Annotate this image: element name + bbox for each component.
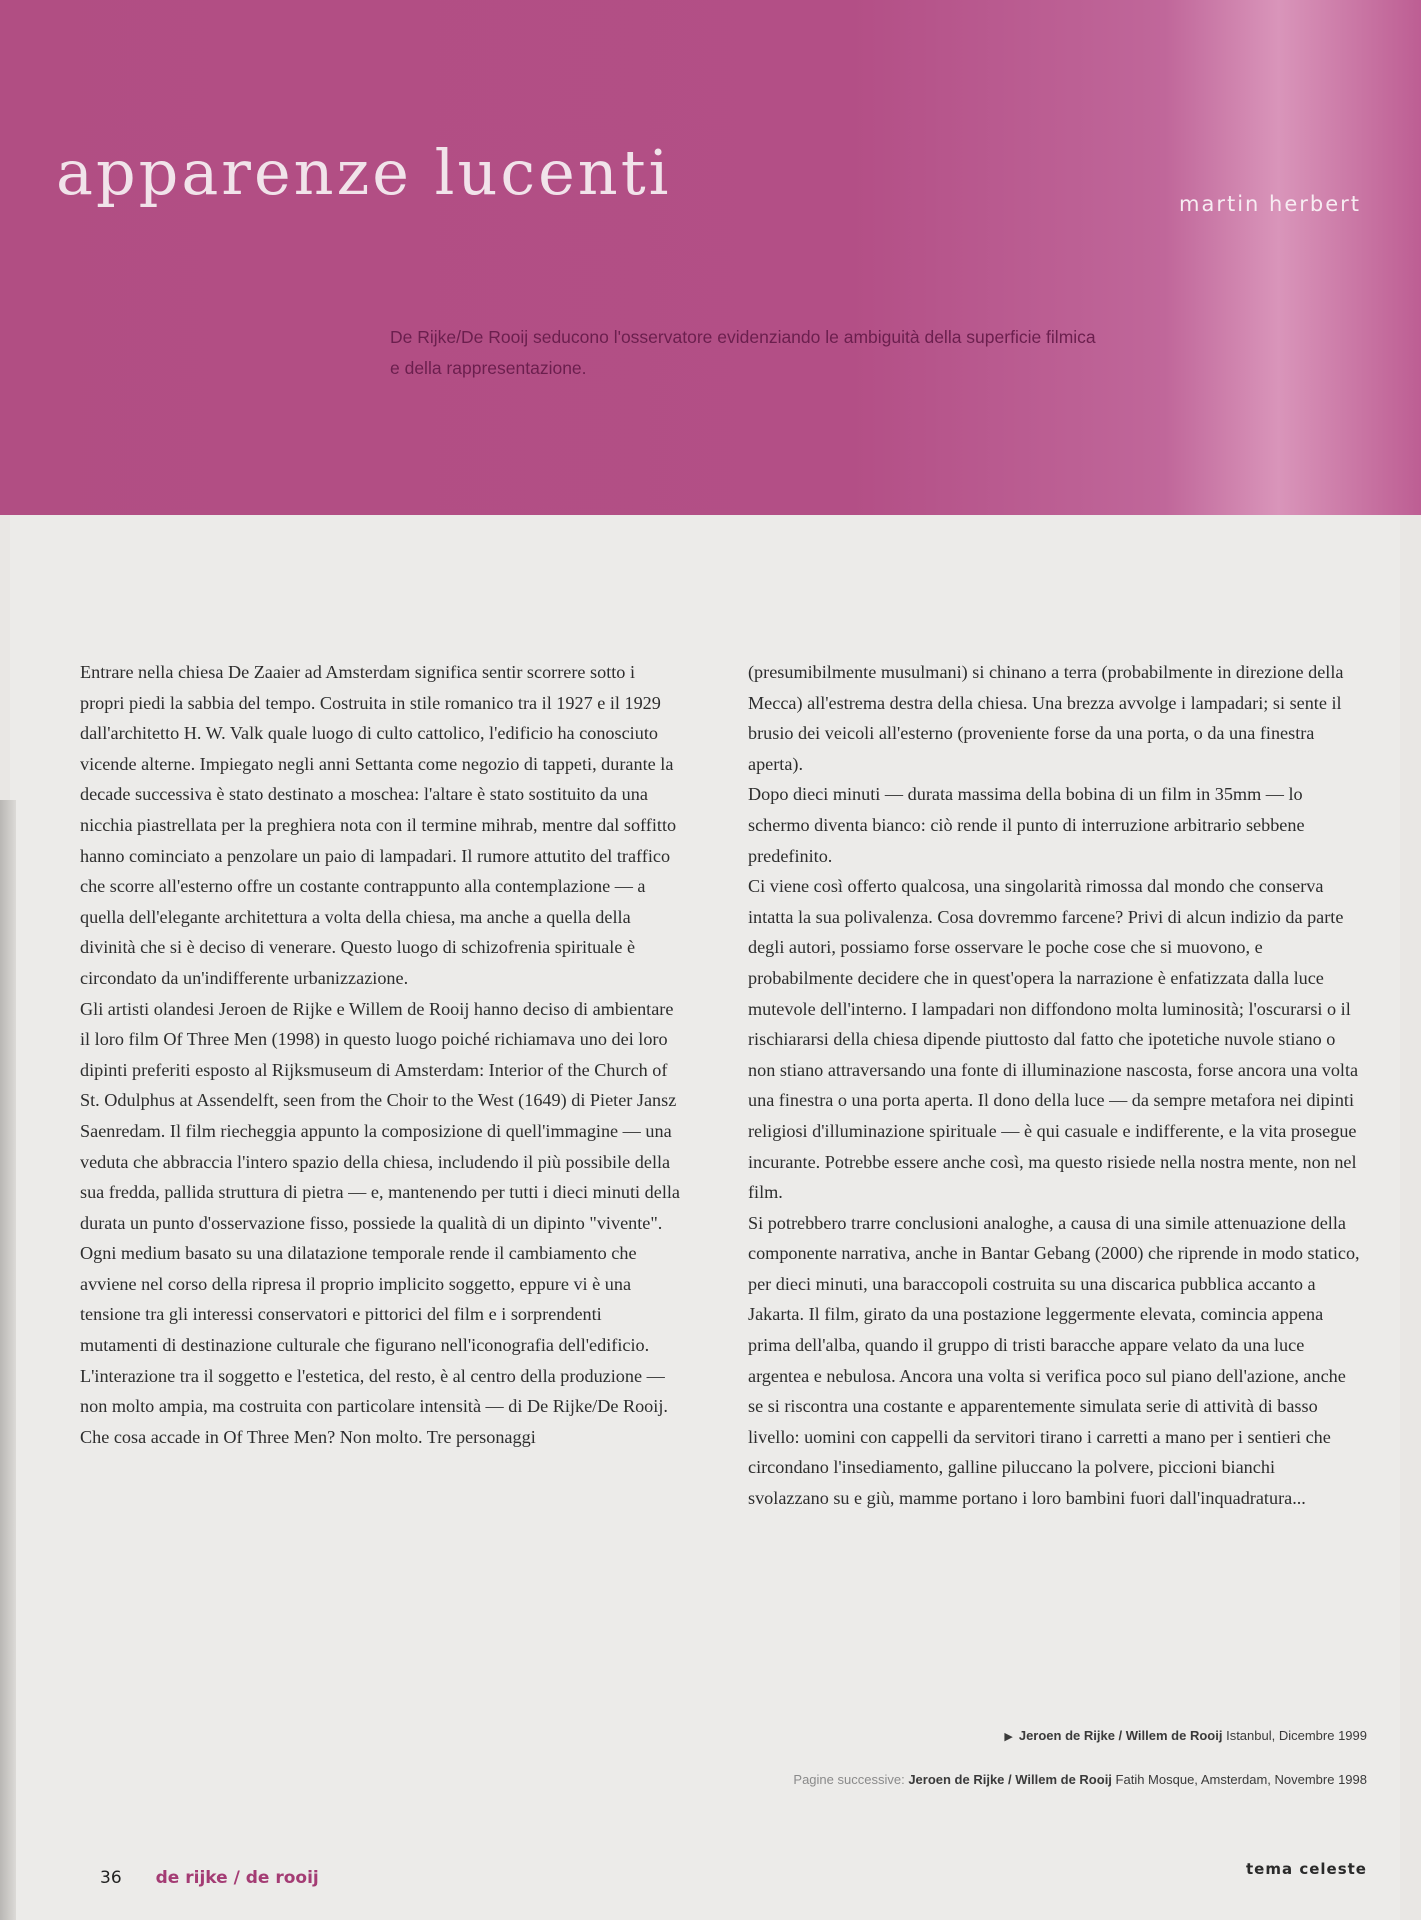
credit-detail: Istanbul, Dicembre 1999 bbox=[1226, 1728, 1367, 1743]
page-edge-shadow bbox=[0, 800, 16, 1920]
triangle-right-icon: ▶ bbox=[1004, 1731, 1013, 1743]
next-pages-credit bbox=[793, 1772, 1367, 1787]
header-band bbox=[0, 0, 1421, 515]
author-name: martin herbert bbox=[1179, 192, 1361, 216]
page-number: 36 bbox=[100, 1868, 122, 1888]
paragraph: Ci viene così offerto qualcosa, una singolarità rimossa dal mondo che conserva intatta la sua polivalenza. Cosa dovremmo farcene? Privi di alcun indizio da parte degli autori, possiamo forse osservare le poche cose che si muovono, e probabilmente decidere che in quest'opera la narrazione è enfatizzata dalla luce mutevole dell'interno. I lampadari non diffondono molta luminosità; l'oscurarsi o il rischiararsi della chiesa dipende piuttosto dal fatto che ipotetiche nuvole stiano o non stiano attraversando una fonte di illuminazione nascosta, forse ancora una volta una finestra o una porta aperta. Il dono della luce — da sempre metafora nei dipinti religiosi d'illuminazione spirituale — è qui casuale e indifferente, e la vita prosegue incurante. Potrebbe essere anche così, ma questo risiede nella nostra mente, non nel film. bbox=[748, 876, 1359, 1203]
paragraph: (presumibilmente musulmani) si chinano a terra (probabilmente in direzione della Mecca) all'estrema destra della chiesa. Una brezza avvolge i lampadari; si sente il brusio dei veicoli all'esterno (proveniente forse da una porta, o da una finestra aperta). bbox=[748, 662, 1344, 774]
left-column bbox=[80, 657, 680, 1452]
paragraph: Che cosa accade in Of Three Men? Non molto. Tre personaggi bbox=[80, 1426, 536, 1447]
credit-detail: Fatih Mosque, Amsterdam, Novembre 1998 bbox=[1115, 1772, 1367, 1787]
page-footer-left bbox=[100, 1868, 319, 1888]
credit-artists: Jeroen de Rijke / Willem de Rooij bbox=[908, 1772, 1112, 1787]
paragraph: Gli artisti olandesi Jeroen de Rijke e Willem de Rooij hanno deciso di ambientare il loro film Of Three Men (1998) in questo luogo poiché richiamava uno dei loro dipinti preferiti esposto al Rijksmuseum di Amsterdam: Interior of the Church of St. Odulphus at Assendelft, seen from the Choir to the West (1649) di Pieter Jansz Saenredam. Il film riecheggia appunto la composizione di quell'immagine — una veduta che abbraccia l'intero spazio della chiesa, includendo il più possibile della sua fredda, pallida struttura di pietra — e, mantenendo per tutti i dieci minuti della durata un punto d'osservazione fisso, possiede la qualità di un dipinto "vivente". Ogni medium basato su una dilatazione temporale rende il cambiamento che avviene nel corso della ripresa il proprio implicito soggetto, eppure vi è una tensione tra gli interessi conservatori e pittorici del film e i sorprendenti mutamenti di destinazione culturale che figurano nell'iconografia dell'edificio. L'interazione tra il soggetto e l'estetica, del resto, è al centro della produzione — non molto ampia, ma costruita con particolare intensità — di De Rijke/De Rooij. bbox=[80, 998, 681, 1417]
article-title: apparenze lucenti bbox=[56, 136, 672, 209]
magazine-name: tema celeste bbox=[1246, 1860, 1367, 1878]
credit-artists: Jeroen de Rijke / Willem de Rooij bbox=[1018, 1728, 1223, 1743]
article-lede: De Rijke/De Rooij seducono l'osservatore evidenziando le ambiguità della superficie filmica e della rappresentazione. bbox=[390, 327, 1096, 378]
paragraph: Dopo dieci minuti — durata massima della bobina di un film in 35mm — lo schermo diventa bianco: ciò rende il punto di interruzione arbitrario sebbene predefinito. bbox=[748, 784, 1305, 866]
section-name: de rijke / de rooij bbox=[155, 1868, 319, 1888]
paragraph: Entrare nella chiesa De Zaaier ad Amsterdam significa sentir scorrere sotto i propri piedi la sabbia del tempo. Costruita in stile romanico tra il 1927 e il 1929 dall'architetto H. W. Valk quale luogo di culto cattolico, l'edificio ha conosciuto vicende alterne. Impiegato negli anni Settanta come negozio di tappeti, durante la decade successiva è stato destinato a moschea: l'altare è stato sostituito da una nicchia piastrellata per la preghiera nota con il termine mihrab, mentre dal soffitto hanno cominciato a penzolare un paio di lampadari. Il rumore attutito del traffico che scorre all'esterno offre un costante contrappunto alla contemplazione — a quella dell'elegante architettura a volta della chiesa, ma anche a quella della divinità che si è deciso di venerare. Questo luogo di schizofrenia spirituale è circondato da un'indifferente urbanizzazione. bbox=[80, 662, 677, 988]
paragraph: Si potrebbero trarre conclusioni analoghe, a causa di una simile attenuazione della componente narrativa, anche in Bantar Gebang (2000) che riprende in modo statico, per dieci minuti, una baraccopoli costruita su una discarica pubblica accanto a Jakarta. Il film, girato da una postazione leggermente elevata, comincia appena prima dell'alba, quando il gruppo di tristi baracche appare velato da una luce argentea e nebulosa. Ancora una volta si verifica poco sul piano dell'azione, anche se si riscontra una costante e apparentemente simulata serie di attività di basso livello: uomini con cappelli da servitori tirano i carretti a mano per i sentieri che circondano l'insediamento, galline piluccano la polvere, piccioni bianchi svolazzano su e giù, mamme portano i loro bambini fuori dall'inquadratura... bbox=[748, 1212, 1360, 1509]
right-column bbox=[748, 657, 1360, 1514]
photo-credit bbox=[1004, 1728, 1367, 1743]
credit-label: Pagine successive: bbox=[793, 1772, 905, 1787]
